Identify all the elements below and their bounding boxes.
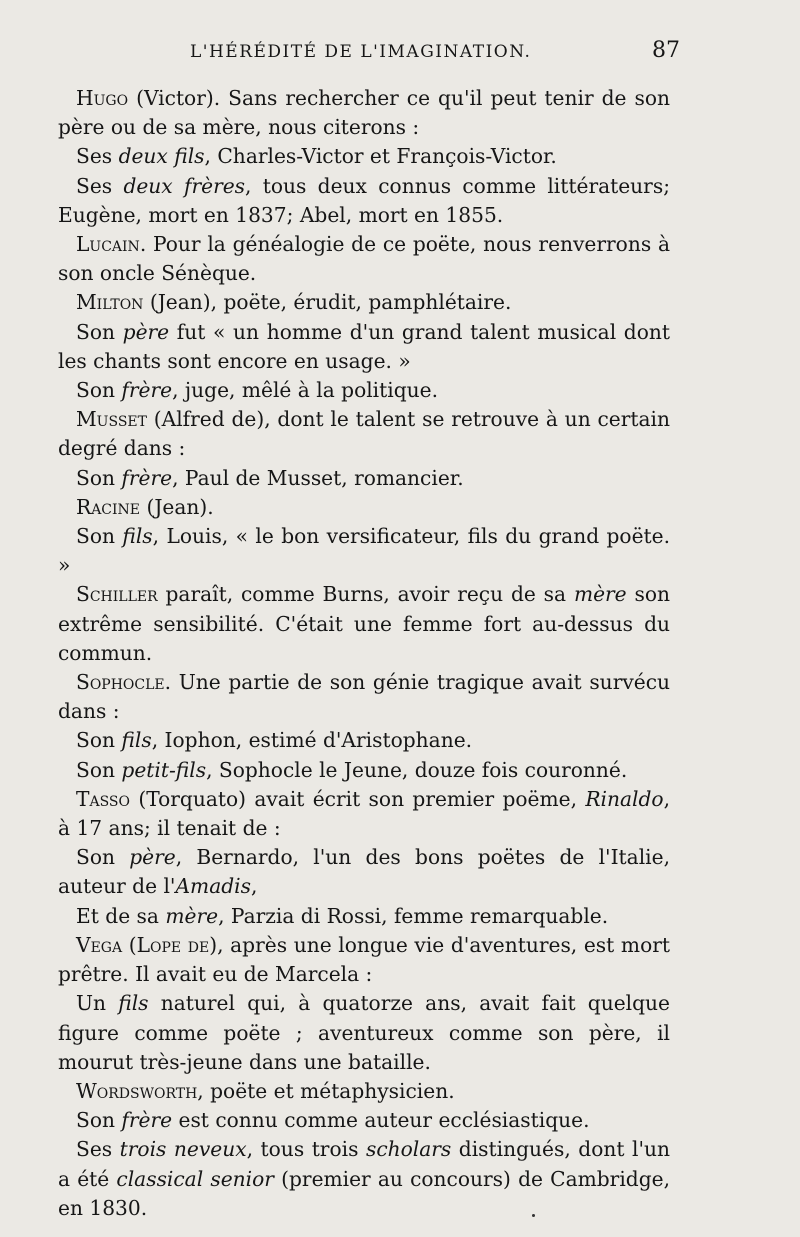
entry-line: Un fils naturel qui, à quatorze ans, avait fait quelque figure comme poëte ; aventureux comme son père, il mourut très-jeune dans une bataille.	[58, 991, 670, 1074]
entry-line: Son fils, Iophon, estimé d'Aristophane.	[76, 728, 473, 753]
entry-line: Son père fut « un homme d'un grand talent musical dont les chants sont encore en usage. »	[58, 319, 670, 373]
entry-line: Ses deux fils, Charles-Victor et François-Victor.	[76, 144, 557, 169]
entry-wordsworth: Wordsworth, poëte et métaphysicien.	[76, 1078, 455, 1103]
body-text	[58, 84, 670, 1223]
entry-name: Schiller	[76, 582, 158, 607]
entry-line: Son frère, Paul de Musset, romancier.	[76, 465, 464, 490]
entry-name: Racine	[76, 494, 141, 519]
entry-name: Milton	[76, 290, 144, 315]
page-number: 87	[652, 38, 680, 63]
entry-line: Son frère est connu comme auteur ecclésiastique.	[76, 1108, 590, 1133]
entry-name: Sophocle	[76, 670, 165, 695]
entry-line: Ses deux frères, tous deux connus comme littérateurs; Eugène, mort en 1837; Abel, mort en 1855.	[58, 173, 670, 227]
entry-name: Lucain	[76, 232, 140, 257]
entry-name: Vega (Lope de)	[76, 932, 218, 957]
entry-name: Tasso	[76, 786, 130, 811]
entry-hugo: Hugo (Victor). Sans rechercher ce qu'il peut tenir de son père ou de sa mère, nous citerons :	[58, 86, 670, 140]
print-speck	[532, 1214, 535, 1217]
entry-line: Son petit-fils, Sophocle le Jeune, douze fois couronné.	[76, 757, 628, 782]
entry-tasso: Tasso (Torquato) avait écrit son premier poëme, Rinaldo, à 17 ans; il tenait de :	[58, 786, 670, 841]
entry-schiller: Schiller paraît, comme Burns, avoir reçu de sa mère son extrême sensibilité. C'était une femme fort au-dessus du commun.	[58, 582, 670, 665]
entry-racine: Racine (Jean).	[76, 494, 214, 519]
entry-milton: Milton (Jean), poëte, érudit, pamphlétaire.	[76, 290, 512, 315]
entry-line: Ses trois neveux, tous trois scholars distingués, dont l'un a été classical senior (premier au concours) de Cambridge, en 1830.	[58, 1137, 670, 1220]
entry-sophocle: Sophocle. Une partie de son génie tragique avait survécu dans :	[58, 670, 670, 724]
running-title: L'HÉRÉDITÉ DE L'IMAGINATION.	[190, 42, 532, 62]
entry-vega: Vega (Lope de), après une longue vie d'aventures, est mort prêtre. Il avait eu de Marcela :	[58, 932, 670, 987]
entry-line: Son père, Bernardo, l'un des bons poëtes de l'Italie, auteur de l'Amadis,	[58, 845, 670, 899]
entry-line: Son frère, juge, mêlé à la politique.	[76, 378, 438, 403]
entry-lucain: Lucain. Pour la généalogie de ce poëte, nous renverrons à son oncle Sénèque.	[58, 232, 670, 286]
entry-name: Wordsworth	[76, 1078, 198, 1103]
entry-name: Musset	[76, 407, 147, 432]
entry-name: Hugo	[76, 86, 129, 110]
entry-line: Et de sa mère, Parzia di Rossi, femme remarquable.	[76, 903, 609, 928]
entry-musset: Musset (Alfred de), dont le talent se retrouve à un certain degré dans :	[58, 407, 670, 461]
entry-line: Son fils, Louis, « le bon versificateur, fils du grand poëte. »	[58, 524, 671, 578]
running-header	[190, 38, 680, 63]
